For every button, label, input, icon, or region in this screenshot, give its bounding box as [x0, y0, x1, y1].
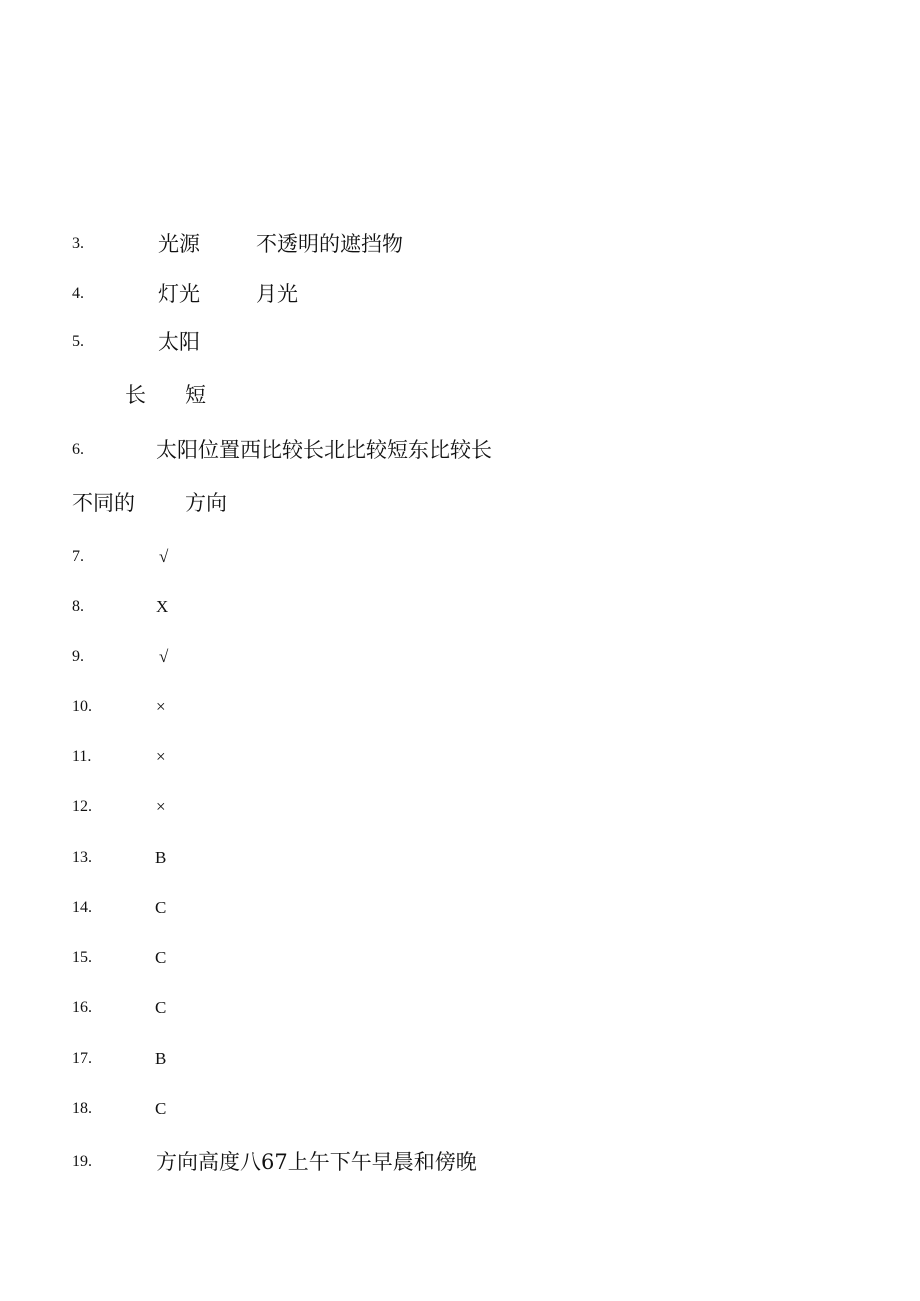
- answer-line-11: [0, 737, 920, 777]
- answer-line-10: [0, 687, 920, 727]
- answer-text: 太阳: [158, 330, 200, 354]
- answer-line-9: [0, 637, 920, 677]
- answer-line-5-continued: [0, 375, 920, 415]
- answer-text: 方向: [185, 491, 227, 515]
- question-number: 15.: [72, 949, 92, 966]
- answer-line-8: [0, 587, 920, 627]
- question-number: 9.: [72, 648, 84, 665]
- check-mark: √: [159, 547, 169, 566]
- answer-text: 长: [125, 383, 146, 407]
- choice-answer: C: [155, 898, 167, 917]
- answer-line-15: [0, 938, 920, 978]
- answer-line-18: [0, 1089, 920, 1129]
- answer-line-7: [0, 537, 920, 577]
- question-number: 10.: [72, 698, 92, 715]
- question-number: 11.: [72, 748, 92, 765]
- choice-answer: C: [155, 1099, 167, 1118]
- choice-answer: B: [155, 848, 167, 867]
- answer-text: 光源: [158, 232, 200, 256]
- question-number: 12.: [72, 798, 92, 815]
- question-number: 6.: [72, 441, 84, 458]
- answer-line-5: [0, 322, 920, 362]
- answer-line-14: [0, 888, 920, 928]
- question-number: 17.: [72, 1050, 92, 1067]
- choice-answer: C: [155, 948, 167, 967]
- question-number: 13.: [72, 849, 92, 866]
- question-number: 19.: [72, 1153, 92, 1170]
- cross-mark: ×: [156, 747, 166, 766]
- question-number: 18.: [72, 1100, 92, 1117]
- answer-text: 不透明的遮挡物: [256, 232, 403, 256]
- answer-text: 灯光: [158, 282, 200, 306]
- question-number: 16.: [72, 999, 92, 1016]
- answer-text: 短: [185, 383, 206, 407]
- question-number: 14.: [72, 899, 92, 916]
- question-number: 8.: [72, 598, 84, 615]
- check-mark: √: [159, 647, 169, 666]
- answer-line-19: [0, 1142, 920, 1182]
- answer-line-6: [0, 430, 920, 470]
- question-number: 3.: [72, 235, 84, 252]
- cross-mark: X: [156, 597, 169, 616]
- answer-line-17: [0, 1039, 920, 1079]
- cross-mark: ×: [156, 797, 166, 816]
- answer-text: 月光: [256, 282, 298, 306]
- answer-line-6-continued: [0, 483, 920, 523]
- answer-line-13: [0, 838, 920, 878]
- question-number: 5.: [72, 333, 84, 350]
- answer-text: 不同的: [72, 491, 135, 515]
- answer-line-4: [0, 274, 920, 314]
- choice-answer: C: [155, 998, 167, 1017]
- question-number: 4.: [72, 285, 84, 302]
- choice-answer: B: [155, 1049, 167, 1068]
- answer-text: 太阳位置西比较长北比较短东比较长: [156, 438, 492, 462]
- cross-mark: ×: [156, 697, 166, 716]
- answer-line-12: [0, 787, 920, 827]
- answer-line-3: [0, 224, 920, 264]
- question-number: 7.: [72, 548, 84, 565]
- answer-line-16: [0, 988, 920, 1028]
- answer-text: 方向高度八67上午下午早晨和傍晚: [156, 1150, 477, 1174]
